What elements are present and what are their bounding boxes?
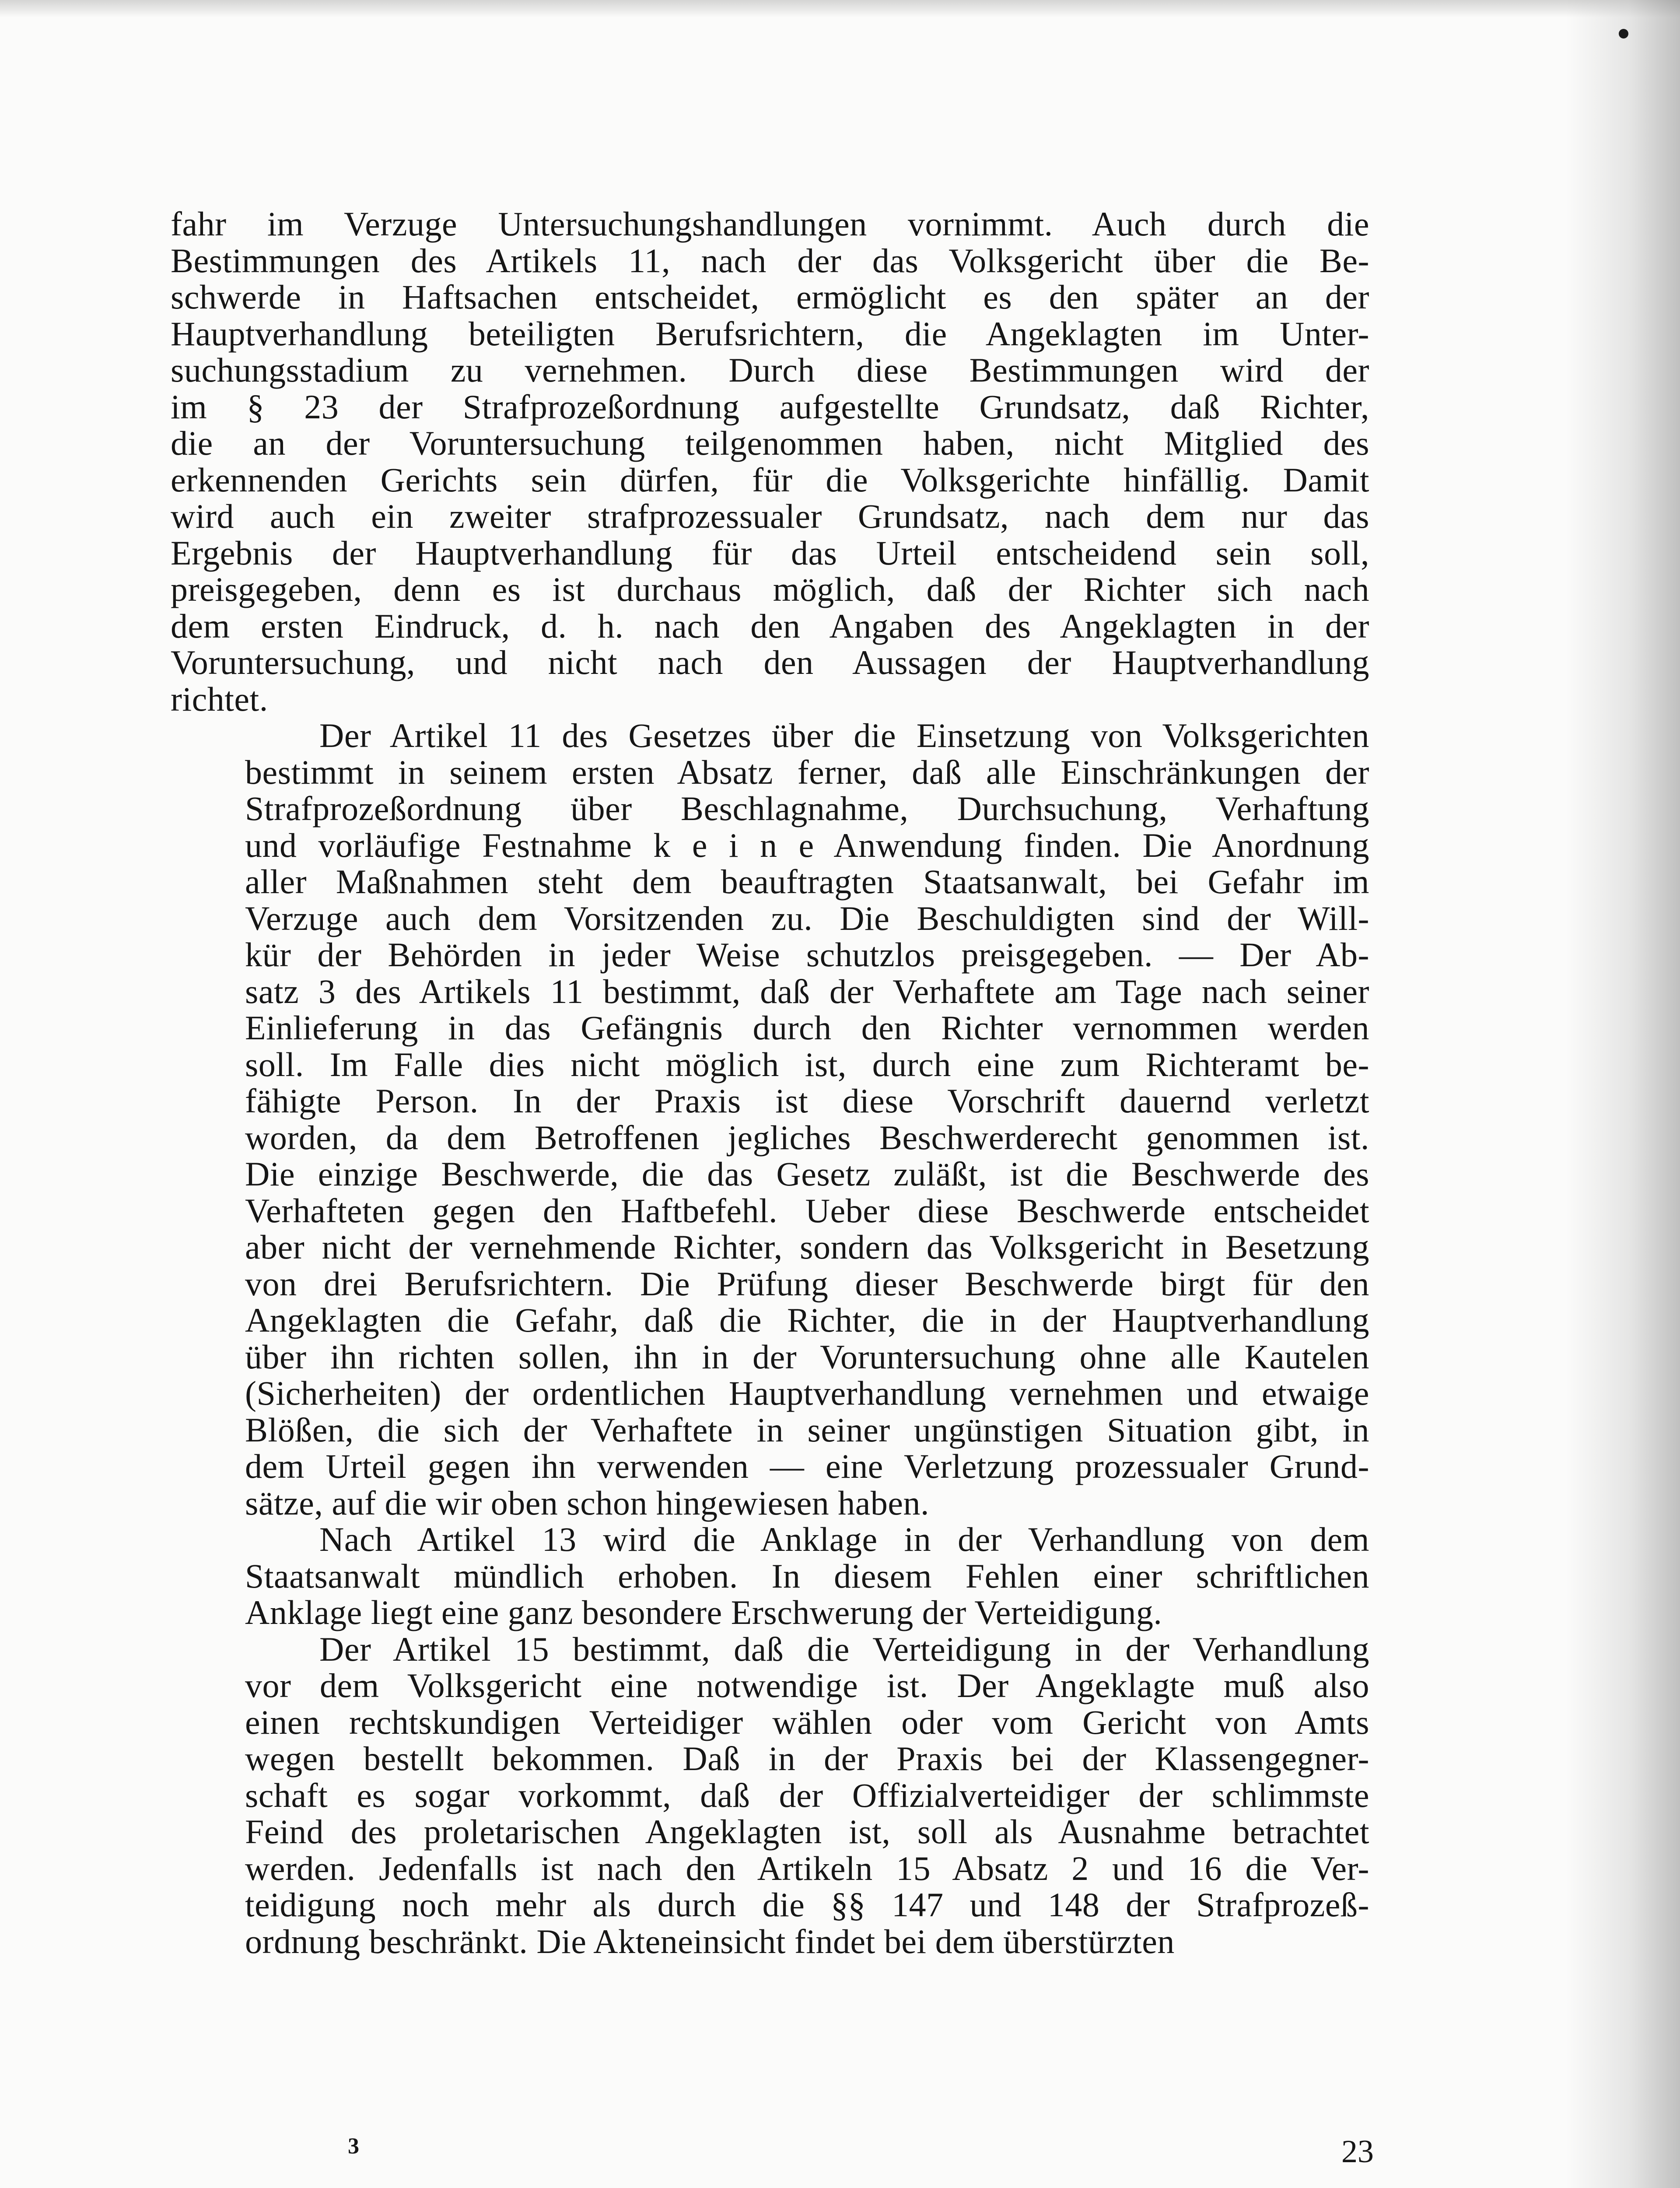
text-line: bestimmt in seinem ersten Absatz ferner, daß alle Einschränkungen der [245, 753, 1369, 791]
text-line: dem Urteil gegen ihn verwenden — eine Verletzung prozessualer Grund- [245, 1447, 1369, 1485]
text-line: Anklage liegt eine ganz besondere Erschwerung der Verteidigung. [245, 1593, 1162, 1631]
text-line: worden, da dem Betroffenen jegliches Beschwerderecht genommen ist. [245, 1118, 1369, 1157]
text-line: Hauptverhandlung beteiligten Berufsrichtern, die Angeklagten im Unter- [171, 314, 1369, 353]
paragraph [171, 206, 1369, 717]
text-line: Nach Artikel 13 wird die Anklage in der Verhandlung von dem [319, 1520, 1369, 1558]
text-line: sätze, auf die wir oben schon hingewiesen haben. [245, 1483, 929, 1522]
text-line: wegen bestellt bekommen. Daß in der Praxis bei der Klassengegner- [245, 1739, 1369, 1778]
text-line: Der Artikel 11 des Gesetzes über die Einsetzung von Volksgerichten [319, 716, 1369, 754]
text-line: erkennenden Gerichts sein dürfen, für die Volksgerichte hinfällig. Damit [171, 460, 1369, 499]
text-line: Einlieferung in das Gefängnis durch den Richter vernommen werden [245, 1009, 1369, 1047]
text-line: einen rechtskundigen Verteidiger wählen oder vom Gericht von Amts [245, 1703, 1369, 1741]
text-line: fahr im Verzuge Untersuchungshandlungen vornimmt. Auch durch die [171, 205, 1369, 243]
text-line: über ihn richten sollen, ihn in der Voruntersuchung ohne alle Kautelen [245, 1337, 1369, 1376]
text-line: schwerde in Haftsachen entscheidet, ermöglicht es den später an der [171, 278, 1369, 316]
body-text [171, 206, 1369, 1960]
text-line: aller Maßnahmen steht dem beauftragten Staatsanwalt, bei Gefahr im [245, 863, 1369, 901]
text-line: preisgegeben, denn es ist durchaus möglich, daß der Richter sich nach [171, 570, 1369, 608]
scan-edge-top [0, 0, 1680, 18]
scan-edge-right [1566, 0, 1680, 2188]
text-line: kür der Behörden in jeder Weise schutzlos preisgegeben. — Der Ab- [245, 936, 1369, 974]
page-number: 23 [1341, 2134, 1374, 2170]
text-line: (Sicherheiten) der ordentlichen Hauptverhandlung vernehmen und etwaige [245, 1374, 1369, 1412]
text-line: fähigte Person. In der Praxis ist diese Vorschrift dauernd verletzt [245, 1082, 1369, 1120]
text-line: schaft es sogar vorkommt, daß der Offizialverteidiger der schlimmste [245, 1776, 1369, 1814]
text-line: Der Artikel 15 bestimmt, daß die Verteidigung in der Verhandlung [319, 1630, 1369, 1668]
text-line: Blößen, die sich der Verhaftete in seiner ungünstigen Situation gibt, in [245, 1410, 1369, 1449]
text-line: soll. Im Falle dies nicht möglich ist, durch eine zum Richteramt be- [245, 1045, 1369, 1083]
text-line: vor dem Volksgericht eine notwendige ist. Der Angeklagte muß also [245, 1666, 1369, 1704]
text-line: Voruntersuchung, und nicht nach den Aussagen der Hauptverhandlung [171, 643, 1369, 681]
text-line: Bestimmungen des Artikels 11, nach der das Volksgericht über die Be- [171, 241, 1369, 280]
text-line: wird auch ein zweiter strafprozessualer Grundsatz, nach dem nur das [171, 497, 1369, 535]
text-line: ordnung beschränkt. Die Akteneinsicht findet bei dem überstürzten [245, 1922, 1175, 1960]
text-line: dem ersten Eindruck, d. h. nach den Angaben des Angeklagten in der [171, 607, 1369, 645]
text-line: teidigung noch mehr als durch die §§ 147 und 148 der Strafprozeß- [245, 1886, 1369, 1924]
ink-spot [1619, 29, 1628, 39]
text-line: Verzuge auch dem Vorsitzenden zu. Die Beschuldigten sind der Will- [245, 899, 1369, 937]
text-line: richtet. [171, 680, 268, 718]
text-line: Die einzige Beschwerde, die das Gesetz zuläßt, ist die Beschwerde des [245, 1155, 1369, 1193]
paragraph [171, 1631, 1369, 1960]
text-line: werden. Jedenfalls ist nach den Artikeln 15 Absatz 2 und 16 die Ver- [245, 1849, 1369, 1887]
text-line: und vorläufige Festnahme k e i n e Anwendung finden. Die Anordnung [245, 826, 1369, 864]
text-line: Staatsanwalt mündlich erhoben. In diesem Fehlen einer schriftlichen [245, 1557, 1369, 1595]
paragraph [171, 717, 1369, 1521]
text-line: Angeklagten die Gefahr, daß die Richter, die in der Hauptverhandlung [245, 1301, 1369, 1339]
text-line: suchungsstadium zu vernehmen. Durch diese Bestimmungen wird der [171, 351, 1369, 389]
text-line: Feind des proletarischen Angeklagten ist, soll als Ausnahme betrachtet [245, 1813, 1369, 1851]
text-line: die an der Voruntersuchung teilgenommen haben, nicht Mitglied des [171, 424, 1369, 462]
text-line: Ergebnis der Hauptverhandlung für das Urteil entscheidend sein soll, [171, 533, 1369, 572]
signature-mark: 3 [348, 2134, 359, 2159]
text-line: im § 23 der Strafprozeßordnung aufgestellte Grundsatz, daß Richter, [171, 387, 1369, 426]
text-line: Strafprozeßordnung über Beschlagnahme, Durchsuchung, Verhaftung [245, 789, 1369, 828]
text-line: satz 3 des Artikels 11 bestimmt, daß der Verhaftete am Tage nach seiner [245, 972, 1369, 1010]
text-line: von drei Berufsrichtern. Die Prüfung dieser Beschwerde birgt für den [245, 1264, 1369, 1303]
paragraph [171, 1521, 1369, 1631]
text-line: Verhafteten gegen den Haftbefehl. Ueber diese Beschwerde entscheidet [245, 1191, 1369, 1230]
text-line: aber nicht der vernehmende Richter, sondern das Volksgericht in Besetzung [245, 1228, 1369, 1266]
